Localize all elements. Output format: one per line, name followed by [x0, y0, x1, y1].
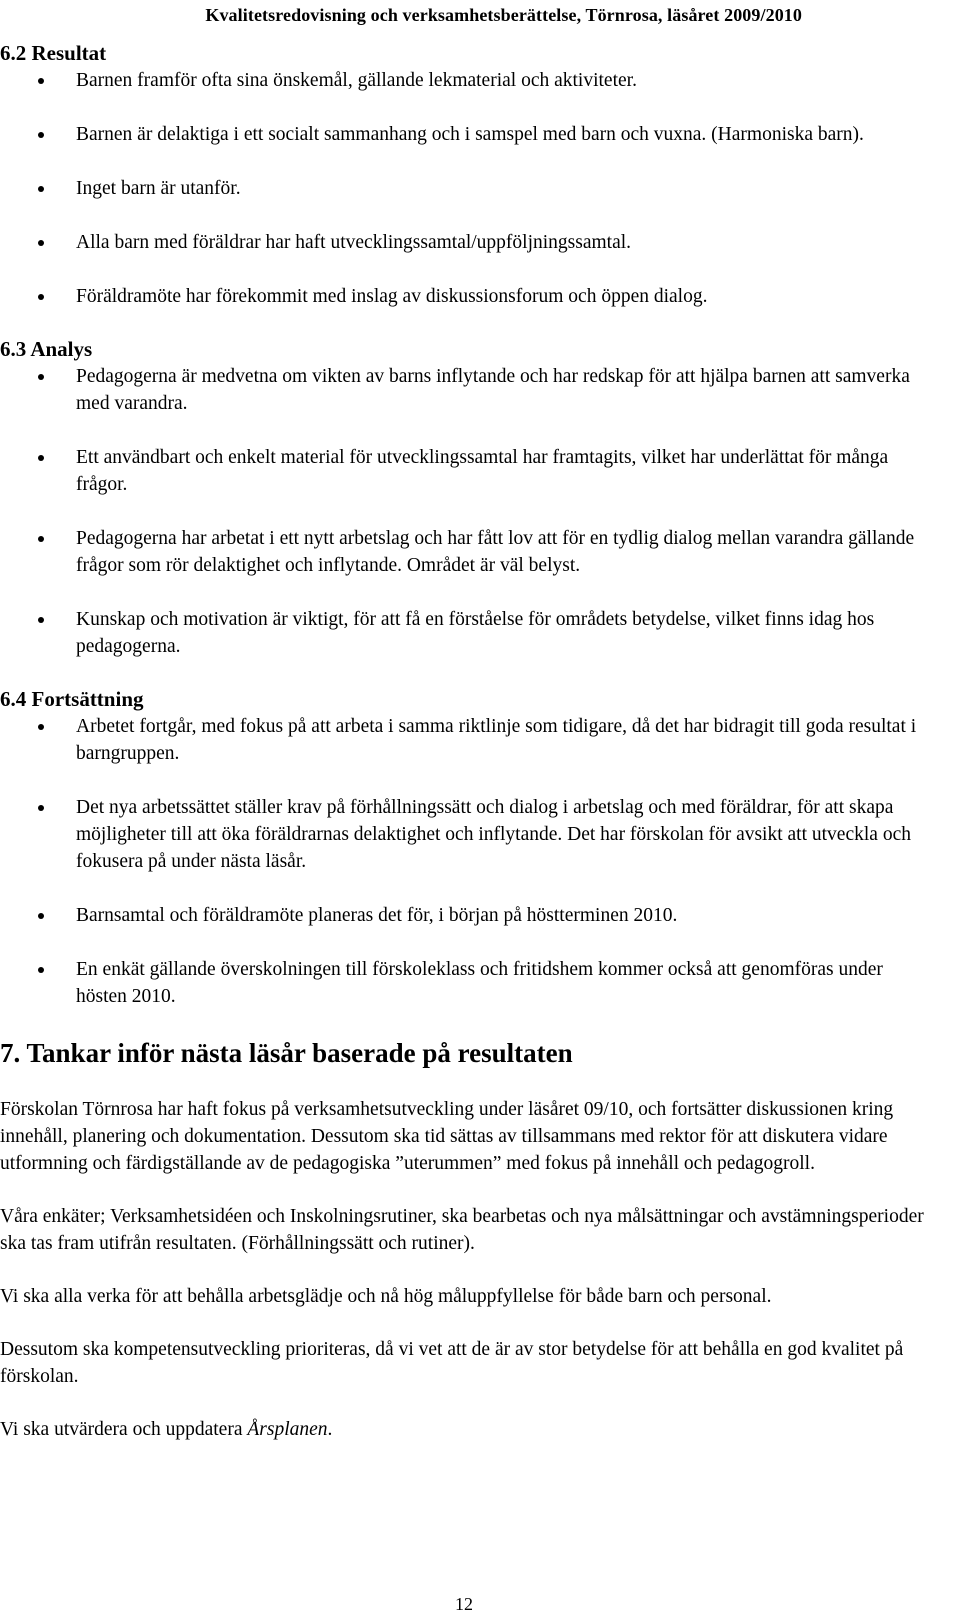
bullet-icon [38, 374, 44, 380]
list-item-text: Pedagogerna har arbetat i ett nytt arbetslag och har fått lov att för en tydlig dialog mellan varandra gällande frågor som rör delaktighet och inflytande. Området är väl belyst. [76, 528, 915, 576]
list-item [0, 713, 928, 767]
heading-6-4-fortsattning: 6.4 Fortsättning [0, 687, 144, 711]
bullet-icon [38, 617, 44, 623]
paragraph: Förskolan Törnrosa har haft fokus på verksamhetsutveckling under läsåret 09/10, och fortsätter diskussionen kring innehåll, planering och dokumentation. Dessutom ska tid sättas av tillsammans med rektor för att diskutera vidare utformning och färdigställande av de pedagogiska ”uterummen” med fokus på innehåll och pedagogroll. [0, 1099, 894, 1174]
running-header: Kvalitetsredovisning och verksamhetsberättelse, Törnrosa, läsåret 2009/2010 [205, 5, 802, 25]
heading-6-2-resultat: 6.2 Resultat [0, 41, 107, 65]
bullet-icon [38, 78, 44, 84]
resultat-list [0, 67, 928, 310]
list-item-text: En enkät gällande överskolningen till förskoleklass och fritidshem kommer också att genomföras under hösten 2010. [76, 959, 883, 1007]
list-item-text: Barnen framför ofta sina önskemål, gällande lekmaterial och aktiviteter. [76, 70, 637, 91]
paragraph: Dessutom ska kompetensutveckling prioriteras, då vi vet att de är av stor betydelse för att behålla en god kvalitet på förskolan. [0, 1339, 904, 1387]
analys-list [0, 363, 928, 660]
bullet-icon [38, 967, 44, 973]
final-text: Vi ska utvärdera och uppdatera [0, 1419, 248, 1440]
bullet-icon [38, 913, 44, 919]
page-content [0, 40, 928, 1443]
list-item [0, 956, 928, 1010]
bullet-icon [38, 805, 44, 811]
page-number: 12 [455, 1594, 473, 1614]
list-item [0, 229, 928, 256]
list-item [0, 67, 928, 94]
list-item [0, 363, 928, 417]
paragraph-final [0, 1416, 928, 1443]
arsplanen-italic: Årsplanen [247, 1419, 328, 1440]
list-item-text: Barnsamtal och föräldramöte planeras det för, i början på höstterminen 2010. [76, 905, 678, 926]
fortsattning-list [0, 713, 928, 1010]
list-item [0, 444, 928, 498]
paragraph: Vi ska alla verka för att behålla arbetsglädje och nå hög måluppfyllelse för både barn och personal. [0, 1286, 772, 1307]
list-item [0, 606, 928, 660]
bullet-icon [38, 724, 44, 730]
list-item [0, 121, 928, 148]
list-item-text: Alla barn med föräldrar har haft utvecklingssamtal/uppföljningssamtal. [76, 232, 632, 253]
list-item-text: Barnen är delaktiga i ett socialt sammanhang och i samspel med barn och vuxna. (Harmoniska barn). [76, 124, 864, 145]
list-item-text: Arbetet fortgår, med fokus på att arbeta i samma riktlinje som tidigare, då det har bidragit till goda resultat i barngruppen. [76, 716, 917, 764]
final-period: . [327, 1419, 333, 1440]
list-item [0, 794, 928, 875]
heading-7-tankar: 7. Tankar inför nästa läsår baserade på resultaten [0, 1038, 573, 1068]
list-item-text: Ett användbart och enkelt material för utvecklingssamtal har framtagits, vilket har underlättat för många frågor. [76, 447, 889, 495]
list-item [0, 175, 928, 202]
bullet-icon [38, 186, 44, 192]
bullet-icon [38, 536, 44, 542]
list-item [0, 525, 928, 579]
bullet-icon [38, 240, 44, 246]
list-item-text: Inget barn är utanför. [76, 178, 241, 199]
list-item-text: Föräldramöte har förekommit med inslag av diskussionsforum och öppen dialog. [76, 286, 708, 307]
bullet-icon [38, 132, 44, 138]
heading-6-3-analys: 6.3 Analys [0, 337, 93, 361]
bullet-icon [38, 455, 44, 461]
list-item [0, 283, 928, 310]
list-item-text: Det nya arbetssättet ställer krav på förhållningssätt och dialog i arbetslag och med föräldrar, för att skapa möjligheter till att öka föräldrarnas delaktighet och inflytande. Det har förskolan för avsikt att utveckla och fokusera på under nästa läsår. [76, 797, 911, 872]
list-item-text: Kunskap och motivation är viktigt, för att få en förståelse för områdets betydelse, vilket finns idag hos pedagogerna. [76, 609, 875, 657]
list-item [0, 902, 928, 929]
paragraph: Våra enkäter; Verksamhetsidéen och Inskolningsrutiner, ska bearbetas och nya målsättningar och avstämningsperioder ska tas fram utifrån resultaten. (Förhållningssätt och rutiner). [0, 1206, 924, 1254]
bullet-icon [38, 294, 44, 300]
list-item-text: Pedagogerna är medvetna om vikten av barns inflytande och har redskap för att hjälpa barnen att samverka med varandra. [76, 366, 910, 414]
